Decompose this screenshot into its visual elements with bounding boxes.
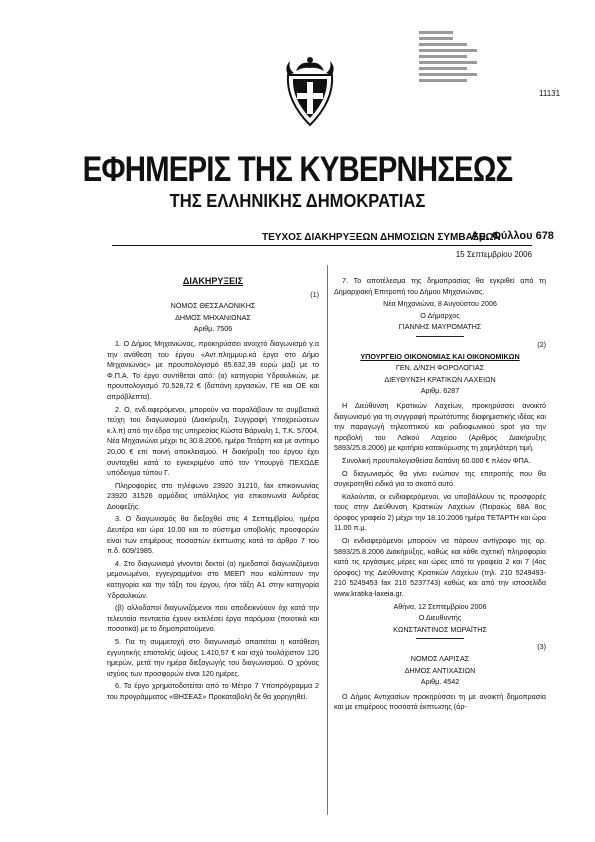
paragraph: (β) αλλοδαποί διαγωνιζόμενοι που αποδεικνύουν όχι κατά την τελευταία πενταετία έχουν εκτελέσει έργα παρόμοια (ποιοτικά και ποσοτικά) με το δημοπρατούμενο.	[107, 603, 319, 634]
sheet-number: Αρ. Φύλλου 678	[471, 230, 554, 242]
paragraph: Συνολική προυπολογισθείσα δαπάνη 60.000 € πλέον ΦΠΑ.	[342, 455, 531, 465]
gazette-title: ΕΦΗΜΕΡΙΣ ΤΗΣ ΚΥΒΕΡΝΗΣΕΩΣ	[82, 150, 513, 189]
paragraph: Οι ενδιαφερόμενοι μπορούν να πάρουν αντίγραφο της αρ. 5893/25.8.2006 Διακήρυξης, καθώς και κάθε σχετική πληροφορία κατά τις εργάσιμες μέρες και ώρες από τα γραφεία 2 και 7 (4ος όροφος) της Διεύθυνσης Κρατικών Λαχείων (τηλ. 210 5249493-210 5249453 fax 210 5237743) καθώς και από την ιστοσελίδα www.kratika-laxeia.gr.	[334, 536, 546, 599]
column-divider	[327, 265, 328, 815]
paragraph: Καλούνται, οι ενδιαφερόμενοι, να υποβάλλουν τις προσφορές τους στην Διεύθυνση Κρατικών Λαχείων (Πειραιώς 68Α 8ος όροφος γραφείο 2) μέχρι την 18.10.2006 ημέρα ΤΕΤΑΡΤΗ και ώρα 11.00 π.μ.	[334, 491, 546, 533]
place-date: Νέα Μηχανιώνα, 8 Αυγούστου 2006	[383, 299, 497, 309]
protocol-number: Αριθμ. 4542	[420, 677, 460, 687]
notice-separator	[416, 336, 464, 337]
header-rule	[112, 245, 532, 246]
authority: ΝΟΜΟΣ ΛΑΡΙΣΑΣ	[410, 654, 470, 663]
notice-number: (2)	[537, 339, 546, 349]
paragraph: 5. Για τη συμμετοχή στο διαγωνισμό απαιτείται η κατάθεση εγγυητικής επιστολής ύψους 1.410,57 € και ισχύ τουλάχιστον 120 ημερών, μετά την ημέρα διεξαγωγής του διαγωνισμού. Ο χρόνος ισχύος των προσφορών είναι 120 ημέρες.	[107, 637, 319, 678]
signer-role: Ο Δήμαρχος	[420, 310, 460, 320]
authority: ΝΟΜΟΣ ΘΕΣΣΑΛΟΝΙΚΗΣ	[170, 301, 256, 311]
paragraph: 1. Ο Δήμος Μηχανιώνας, προκηρύσσει ανοιχτό διαγωνισμό γ.α την ανάθεση του έργου «Αντ.πλημμυρ.κά έργα στο Δήμο Μηχανιώνας» με προυπολογισμό 85.632,39 ευρώ μαζί με το Φ.Π.Α. Το έργο συντίθεται από: (α) κατηγορία Υδραυλικών, με προυπολογισμό 70.528,72 € (δαπάνη εργασιών, ΓΕ και ΟΕ και απρόβλεπτα).	[107, 338, 319, 401]
issue-date: 15 Σεπτεμβρίου 2006	[455, 250, 532, 259]
section-title: ΔΙΑΚΗΡΥΞΕΙΣ	[182, 276, 244, 286]
paragraph: 7. Το αποτέλεσμα της δημοπρασίας θα εγκριθεί από τη Δημαρχιακή Επιτροπή του Δήμου Μηχανιώνας.	[334, 276, 546, 296]
gazette-subtitle: ΤΗΣ ΕΛΛΗΝΙΚΗΣ ΔΗΜΟΚΡΑΤΙΑΣ	[169, 191, 426, 211]
notice-number: (3)	[537, 642, 546, 652]
paragraph: Ο διαγωνισμός θα γίνει ενώπιον της επιτροπής που θα συγκροτηθεί ειδικά για το σκοπό αυτό.	[334, 468, 546, 489]
signer-role: Ο Διευθυντής	[418, 613, 462, 623]
directorate: ΔΙΕΥΘΥΝΣΗ ΚΡΑΤΙΚΩΝ ΛΑΧΕΙΩΝ	[384, 374, 496, 384]
paragraph: 6. Το έργο χρηματοδοτείται από το Μέτρο 7 Υποπρόγραμμα 2 του προγράμματος «ΘΗΣΕΑΣ» Προκαταβολή δε θα χορηγηθεί.	[107, 681, 319, 701]
general-directorate: ΓΕΝ. Δ/ΝΣΗ ΦΟΡΟΛΟΓΙΑΣ	[395, 363, 485, 373]
municipality: ΔΗΜΟΣ ΜΗΧΑΝΙΩΝΑΣ	[175, 312, 251, 322]
ministry: ΥΠΟΥΡΓΕΙΟ ΟΙΚΟΝΟΜΙΑΣ ΚΑΙ ΟΙΚΟΝΟΜΙΚΩΝ	[360, 351, 520, 361]
paragraph: 2. Ο, ενδ.αφερόμενοι, μπορούν να παραλάβουν τα συμβατικά τεύχη του διαγωνισμού (Διακήρυξη, Συγγραφή Υποχρεώσεων κ.λ.π) από την έδρα της υπηρεσίας Κώστα Βάρναλη 1, Τ.Κ. 57004, Νέα Μηχανιώνα μέχρι τις 30.8.2006, ημέρα Τετάρτη και με αντίτιμο 20,00 € επί ποινή αποκλεισμού. Η διακήρυξη του έργου έχει συνταχθεί κατά το εγκεκριμένο από τον Υπουργό ΠΕΧΩΔΕ υπόδειγμα τύπου Γ.	[107, 404, 319, 478]
paragraph: 4. Στο διαγωνισμό γίνονται δεκτοί (α) ημεδαποί διαγωνιζόμενοι μεμονωμένοι, εγγεγραμμένοι στο ΜΕΕΠ που καλύπτουν την κατηγορία και την τάξη του έργου, ήτοι τάξη Α1 στην κατηγορία Υδραυλικών.	[107, 558, 319, 600]
imprint-block	[419, 31, 479, 85]
page-number: 11131	[539, 89, 561, 98]
notice-separator	[416, 638, 464, 639]
greek-coat-of-arms-icon	[282, 55, 338, 129]
protocol-number: Αριθμ. 7506	[193, 324, 233, 334]
protocol-number: Αριθμ. 6287	[420, 386, 460, 396]
paragraph: Πληροφορίες στο τηλέφωνο 23920 31210, fax επικοινωνίας 23920 31526 αρμόδιος υπάλληλος για επικοινωνία Ανδρέας Δουφεξής.	[107, 480, 319, 511]
left-column	[107, 276, 319, 705]
paragraph: 3. Ο διαγωνισμός θα διεξαχθεί στις 4 Σεπτεμβρίου, ημέρα Δευτέρα και ώρα 10.00 και το σύστημα υποβολής προσφορών είναι των επιμέρους ποσοστών έκπτωσης κατά το άρθρο 7 του π.δ. 609/1985.	[107, 514, 319, 556]
signer-name: ΓΙΑΝΝΗΣ ΜΑΥΡΟΜΑΤΗΣ	[398, 322, 482, 332]
notice-number: (1)	[310, 289, 319, 299]
paragraph: Η Διεύθυνση Κρατικών Λαχείων, προκηρύσσει ανοικτό διαγωνισμό για τη συγγραφή πρωτότυπης διαφημιστικής ιδέας και την παραγωγή τηλεοπτικού και ραδιοφωνικού spot για την προβολή του Λαϊκού Λαχείου (Αριθμός Διακήρυξης 5893/25.8.2006) με κριτήριο κατακύρωσης τη χαμηλότερη τιμή.	[334, 400, 546, 453]
place-date: Αθήνα, 12 Σεπτεμβρίου 2006	[393, 601, 487, 611]
issue-type: ΤΕΥΧΟΣ ΔΙΑΚΗΡΥΞΕΩΝ ΔΗΜΟΣΙΩΝ ΣΥΜΒΑΣΕΩΝ	[262, 232, 501, 243]
signer-name: ΚΩΝΣΤΑΝΤΙΝΟΣ ΜΩΡΑΪΤΗΣ	[393, 624, 487, 634]
municipality: ΔΗΜΟΣ ΑΝΤΙΧΑΣΙΩΝ	[404, 665, 476, 675]
paragraph: Ο Δήμος Αντιχασίων προκηρύσσει τη με ανοικτή δημοπρασία και με επιμέρους ποσοστά έκπτωσης (άρ-	[334, 691, 546, 712]
right-column	[334, 276, 546, 715]
